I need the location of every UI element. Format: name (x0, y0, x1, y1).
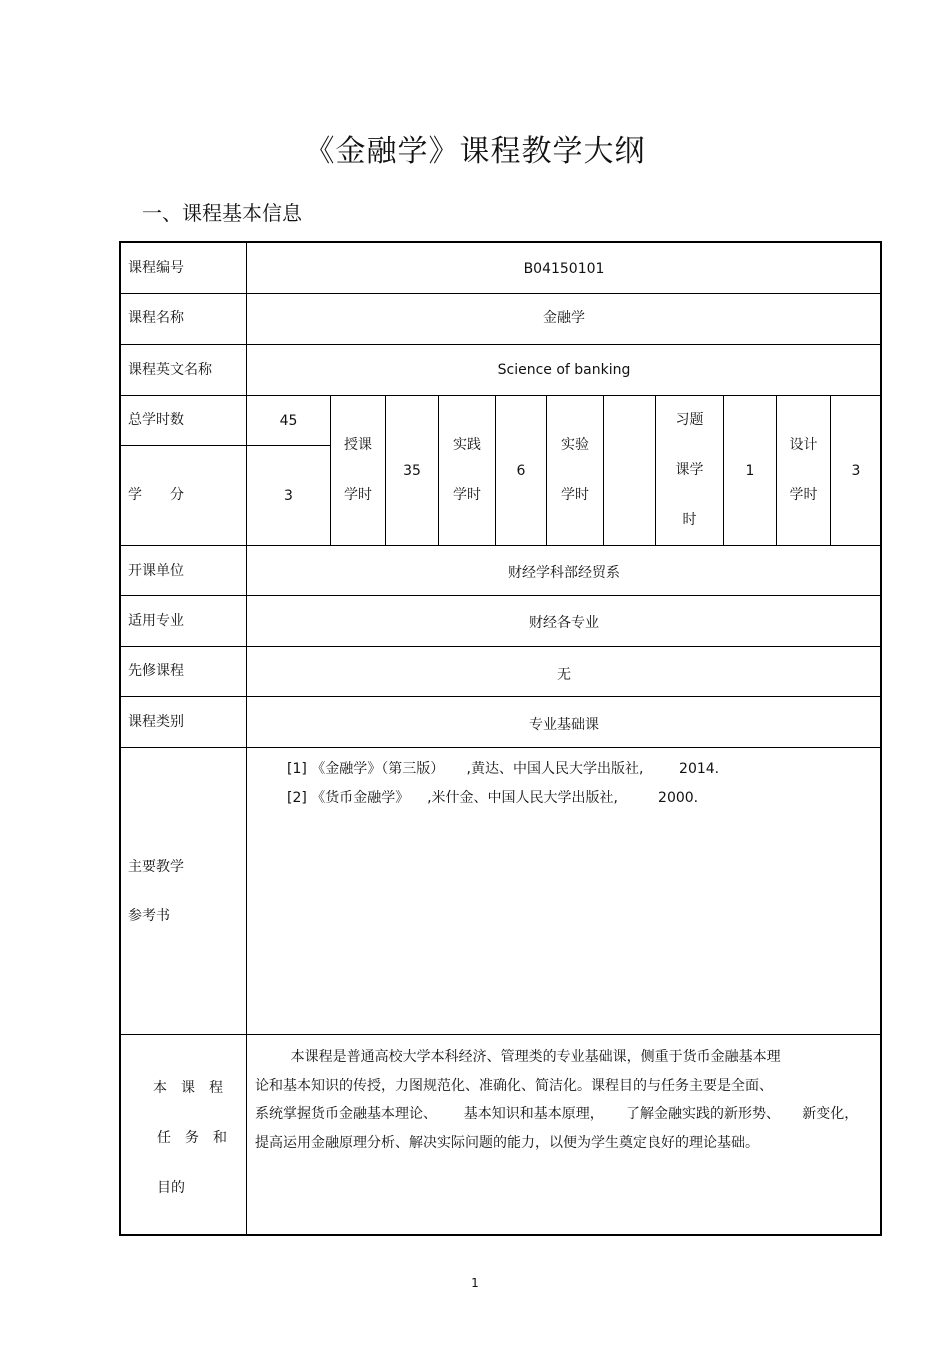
page-number: 1 (471, 1276, 479, 1290)
row-divider (120, 344, 881, 345)
prerequisites-value: 无 (557, 667, 571, 683)
row-divider (120, 747, 881, 748)
department-value: 财经学科部经贸系 (508, 565, 620, 581)
objectives-label-line2: 任 务 和 (157, 1130, 227, 1146)
course-code-value: B04150101 (523, 261, 605, 277)
lecture-hours-value: 35 (403, 463, 421, 479)
credits-value: 3 (284, 488, 293, 504)
column-divider (603, 395, 604, 545)
row-divider (120, 595, 881, 596)
column-divider (438, 395, 439, 545)
lecture-label-line1: 授课 (344, 437, 372, 453)
design-hours-value: 3 (851, 463, 861, 479)
objectives-text-line: 系统掌握货币金融基本理论、 基本知识和基本原理， 了解金融实践的新形势、 新变化， (255, 1106, 859, 1122)
row-divider (120, 646, 881, 647)
credits-label: 学 分 (128, 487, 184, 503)
exercise-hours-value: 1 (745, 463, 755, 479)
course-name-value: 金融学 (543, 310, 585, 326)
row-divider (120, 293, 881, 294)
total-hours-value: 45 (279, 413, 298, 429)
row-divider (120, 696, 881, 697)
exercise-label-line3: 时 (682, 512, 697, 528)
objectives-text-line: 论和基本知识的传授，力图规范化、准确化、简洁化。课程目的与任务主要是全面、 (255, 1078, 773, 1094)
row-divider (120, 445, 331, 446)
row-divider (120, 395, 881, 396)
reference-item: [2] 《货币金融学》 ,米什金、中国人民大学出版社, 2000. (287, 790, 699, 806)
objectives-text-line: 提高运用金融原理分析、解决实际问题的能力，以便为学生奠定良好的理论基础。 (255, 1135, 759, 1151)
exercise-label-line1: 习题 (675, 412, 704, 428)
category-label: 课程类别 (128, 714, 184, 730)
total-hours-label: 总学时数 (128, 412, 184, 428)
majors-value: 财经各专业 (529, 615, 599, 631)
references-label-line2: 参考书 (128, 908, 170, 924)
experiment-label-line2: 学时 (561, 487, 589, 503)
row-divider (120, 1034, 881, 1035)
english-name-value: Science of banking (497, 362, 631, 378)
row-divider (120, 545, 881, 546)
objectives-label-line1: 本 课 程 (153, 1080, 223, 1096)
design-label-line1: 设计 (789, 437, 818, 453)
references-label-line1: 主要教学 (128, 859, 184, 875)
column-divider (246, 242, 247, 1235)
column-divider (330, 395, 331, 545)
practice-label-line2: 学时 (453, 487, 481, 503)
prerequisites-label: 先修课程 (128, 663, 184, 679)
column-divider (546, 395, 547, 545)
course-code-label: 课程编号 (128, 260, 184, 276)
objectives-label-line3: 目的 (157, 1180, 185, 1196)
english-name-label: 课程英文名称 (128, 362, 212, 378)
reference-item: [1] 《金融学》（第三版） ,黄达、中国人民大学出版社, 2014. (287, 761, 720, 777)
column-divider (776, 395, 777, 545)
experiment-label-line1: 实验 (561, 437, 589, 453)
category-value: 专业基础课 (529, 717, 599, 733)
practice-hours-value: 6 (516, 463, 526, 479)
lecture-label-line2: 学时 (344, 487, 372, 503)
exercise-label-line2: 课学 (675, 462, 704, 478)
course-name-label: 课程名称 (128, 310, 184, 326)
section-heading: 一、课程基本信息 (142, 201, 302, 225)
objectives-text-line: 本课程是普通高校大学本科经济、管理类的专业基础课，侧重于货币金融基本理 (255, 1049, 781, 1065)
practice-label-line1: 实践 (453, 437, 481, 453)
design-label-line2: 学时 (789, 487, 818, 503)
department-label: 开课单位 (128, 563, 184, 579)
majors-label: 适用专业 (128, 613, 184, 629)
document-title: 《金融学》课程教学大纲 (304, 134, 646, 169)
